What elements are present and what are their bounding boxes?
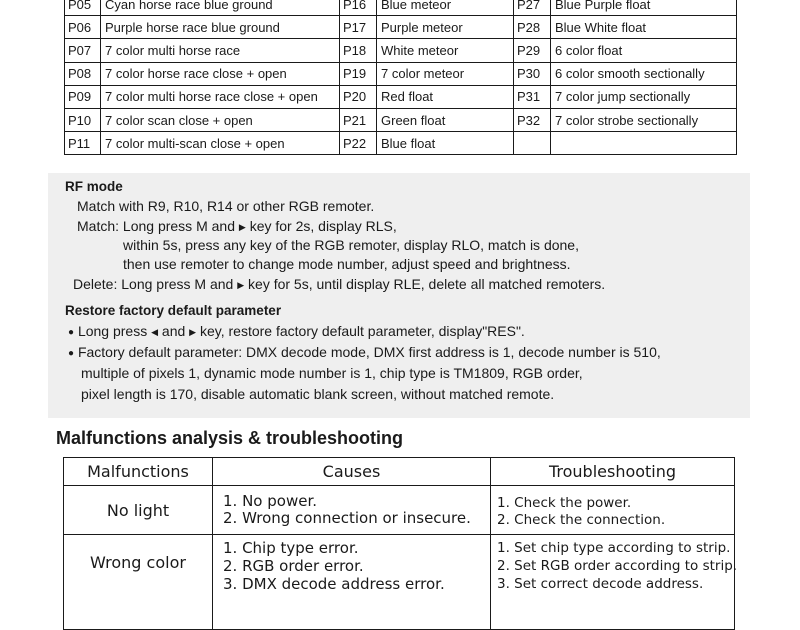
mode-name: 7 color strobe sectionally [551,108,737,131]
header-troubleshooting: Troubleshooting [491,458,735,486]
restore-bullet-2 [68,345,661,360]
mode-code: P16 [340,0,377,16]
mode-name: White meteor [377,39,514,62]
mode-name: 7 color multi-scan close + open [101,132,340,155]
mode-code: P18 [340,39,377,62]
mode-code: P22 [340,132,377,155]
mode-code: P10 [65,108,101,131]
mode-name: Purple horse race blue ground [101,16,340,39]
mode-code: P07 [65,39,101,62]
cause-item: 2. Wrong connection or insecure. [223,509,471,527]
match-text-a: Long press M and [122,218,235,234]
mode-name: Blue float [377,132,514,155]
mode-code: P28 [514,16,551,39]
fixes-cell [491,535,738,630]
mode-code [514,132,551,155]
rf-match-line-1 [77,219,397,233]
table-row [65,132,737,155]
mode-code: P08 [65,62,101,85]
restore-bullet-1 [68,324,525,339]
delete-text-b: key for 5s, until display RLE, delete all matched remoters. [248,276,606,292]
table-row [64,535,735,630]
mode-code: P21 [340,108,377,131]
restore-b1-c: key, restore factory default parameter, display"RES". [199,323,525,339]
table-row [65,39,737,62]
cause-item: 1. Chip type error. [223,539,359,557]
rf-delete-line [73,277,605,291]
rf-match-line-3: then use remoter to change mode number, adjust speed and brightness. [123,256,571,272]
restore-b2-line-3: pixel length is 170, disable automatic blank screen, without matched remote. [81,386,555,402]
header-malfunctions: Malfunctions [64,458,213,486]
restore-b1-a: Long press [77,323,148,339]
mode-code: P20 [340,85,377,108]
mode-code: P09 [65,85,101,108]
table-row [65,0,737,16]
fix-item: 3. Set correct decode address. [497,576,704,592]
troubleshooting-table [63,457,738,630]
restore-b2-line-2: multiple of pixels 1, dynamic mode number is 1, chip type is TM1809, RGB order, [81,365,583,381]
mode-name: 7 color meteor [377,62,514,85]
restore-title: Restore factory default parameter [65,303,282,318]
mode-code: P06 [65,16,101,39]
mode-code: P31 [514,85,551,108]
cause-item: 3. DMX decode address error. [223,575,445,593]
causes-cell [213,535,491,630]
restore-b2-line-1: Factory default parameter: DMX decode mode, DMX first address is 1, decode number is 510, [77,344,661,360]
rf-mode-title: RF mode [65,179,123,194]
mode-name: Blue White float [551,16,737,39]
cause-item: 2. RGB order error. [223,557,364,575]
mode-code: P32 [514,108,551,131]
section-title: Malfunctions analysis & troubleshooting [56,428,404,448]
match-label: Match: [77,218,120,234]
table-row [64,486,735,535]
mode-table [64,0,737,155]
right-arrow-icon: ▶ [189,327,197,337]
mode-code: P05 [65,0,101,16]
match-text-b: key for 2s, display RLS, [249,218,397,234]
table-row [65,16,737,39]
mode-code: P27 [514,0,551,16]
mode-name: 7 color multi horse race [101,39,340,62]
mode-name: 7 color horse race close + open [101,62,340,85]
bullet-icon: ● [68,327,75,338]
mode-name: Red float [377,85,514,108]
malfunction-cell: Wrong color [64,535,213,630]
mode-name: Blue meteor [377,0,514,16]
mode-name: Green float [377,108,514,131]
fix-item: 2. Check the connection. [497,512,666,528]
mode-code: P19 [340,62,377,85]
mode-name: Blue Purple float [551,0,737,16]
fixes-cell [491,486,735,535]
restore-b1-b: and [161,323,186,339]
bullet-icon: ● [68,348,75,359]
malfunction-cell: No light [64,486,213,535]
delete-label: Delete: [73,276,118,292]
mode-code: P30 [514,62,551,85]
table-row [65,62,737,85]
rf-match-with: Match with R9, R10, R14 or other RGB remoter. [77,198,375,214]
left-arrow-icon: ◀ [151,327,159,337]
table-header-row [64,458,735,486]
right-arrow-icon: ▶ [237,280,245,290]
mode-name [551,132,737,155]
mode-code: P29 [514,39,551,62]
table-row [65,108,737,131]
fix-item: 1. Set chip type according to strip. [497,540,731,556]
mode-code: P11 [65,132,101,155]
mode-name: 6 color smooth sectionally [551,62,737,85]
right-arrow-icon: ▶ [238,222,246,232]
mode-name: 7 color jump sectionally [551,85,737,108]
rf-match-line-2: within 5s, press any key of the RGB remoter, display RLO, match is done, [123,237,579,253]
mode-name: Cyan horse race blue ground [101,0,340,16]
header-causes: Causes [213,458,491,486]
causes-cell [213,486,491,535]
mode-code: P17 [340,16,377,39]
mode-table-body [65,0,737,155]
table-row [65,85,737,108]
cause-item: 1. No power. [223,492,317,510]
mode-name: Purple meteor [377,16,514,39]
delete-text-a: Long press M and [121,276,234,292]
mode-name: 6 color float [551,39,737,62]
fix-item: 2. Set RGB order according to strip. [497,558,738,574]
mode-name: 7 color scan close + open [101,108,340,131]
mode-name: 7 color multi horse race close + open [101,85,340,108]
instructions-panel [48,173,750,418]
fix-item: 1. Check the power. [497,495,632,511]
